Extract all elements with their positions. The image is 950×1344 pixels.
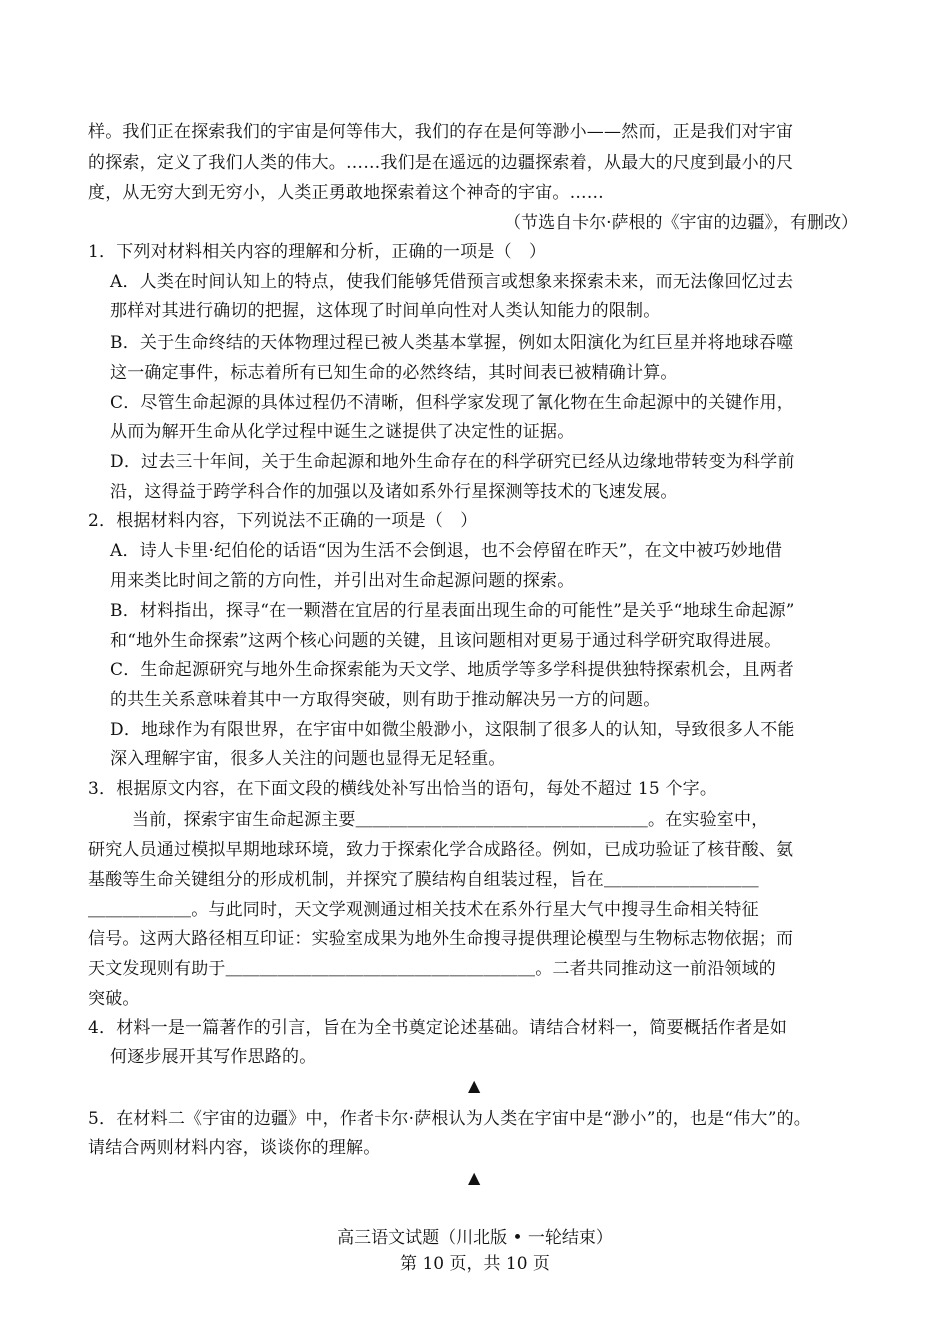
answer-marker: ▲ xyxy=(468,1076,481,1095)
intro-line: 度，从无穷大到无穷小，人类正勇敢地探索着这个神奇的宇宙。…… xyxy=(88,183,604,203)
question-3-stem: 3．根据原文内容，在下面文段的横线处补写出恰当的语句，每处不超过 15 个字。 xyxy=(88,779,718,799)
q1-option-a: A．人类在时间认知上的特点，使我们能够凭借预言或想象来探索未来，而无法像回忆过去 xyxy=(110,272,794,292)
intro-line: 的探索，定义了我们人类的伟大。……我们是在遥远的边疆探索着，从最大的尺度到最小的尺 xyxy=(88,153,794,173)
question-5-stem-cont: 请结合两则材料内容，谈谈你的理解。 xyxy=(88,1138,381,1158)
question-5-stem: 5．在材料二《宇宙的边疆》中，作者卡尔·萨根认为人类在宇宙中是“渺小”的，也是“伟大”的。 xyxy=(88,1109,811,1129)
footer-title: 高三语文试题（川北版 • 一轮结束） xyxy=(337,1228,613,1248)
q2-option-c: C．生命起源研究与地外生命探索能为天文学、地质学等多学科提供独特探索机会，且两者 xyxy=(110,660,795,680)
question-2-stem: 2．根据材料内容，下列说法不正确的一项是（ ） xyxy=(88,511,478,531)
source-citation: （节选自卡尔·萨根的《宇宙的边疆》，有删改） xyxy=(504,213,858,233)
q1-option-a-cont: 那样对其进行确切的把握，这体现了时间单向性对人类认知能力的限制。 xyxy=(110,301,661,321)
answer-marker: ▲ xyxy=(468,1168,481,1187)
q3-paragraph-line: 研究人员通过模拟早期地球环境，致力于探索化学合成路径。例如，已成功验证了核苷酸、氨 xyxy=(88,840,794,860)
q3-paragraph-line: 当前，探索宇宙生命起源主要＿＿＿＿＿＿＿＿＿＿＿＿＿＿＿＿＿。在实验室中， xyxy=(132,810,769,830)
q1-option-c: C．尽管生命起源的具体过程仍不清晰，但科学家发现了氰化物在生命起源中的关键作用， xyxy=(110,393,795,413)
q2-option-d: D．地球作为有限世界，在宇宙中如微尘般渺小，这限制了很多人的认知，导致很多人不能 xyxy=(110,720,795,740)
question-1-stem: 1．下列对材料相关内容的理解和分析，正确的一项是（ ） xyxy=(88,242,547,262)
q3-paragraph-line: 天文发现则有助于＿＿＿＿＿＿＿＿＿＿＿＿＿＿＿＿＿＿。二者共同推动这一前沿领域的 xyxy=(88,959,776,979)
q3-paragraph-line: ＿＿＿＿＿＿。与此同时，天文学观测通过相关技术在系外行星大气中搜寻生命相关特征 xyxy=(88,900,759,920)
q2-option-c-cont: 的共生关系意味着其中一方取得突破，则有助于推动解决另一方的问题。 xyxy=(110,690,661,710)
q1-option-d: D．过去三十年间，关于生命起源和地外生命存在的科学研究已经从边缘地带转变为科学前 xyxy=(110,452,795,472)
q3-paragraph-line: 突破。 xyxy=(88,989,140,1009)
q2-option-a-cont: 用来类比时间之箭的方向性，并引出对生命起源问题的探索。 xyxy=(110,571,575,591)
q1-option-d-cont: 沿，这得益于跨学科合作的加强以及诸如系外行星探测等技术的飞速发展。 xyxy=(110,482,678,502)
intro-line: 样。我们正在探索我们的宇宙是何等伟大，我们的存在是何等渺小——然而，正是我们对宇宙 xyxy=(88,122,794,142)
q2-option-d-cont: 深入理解宇宙，很多人关注的问题也显得无足轻重。 xyxy=(110,749,506,769)
q1-option-b-cont: 这一确定事件，标志着所有已知生命的必然终结，其时间表已被精确计算。 xyxy=(110,363,678,383)
question-4-stem: 4．材料一是一篇著作的引言，旨在为全书奠定论述基础。请结合材料一，简要概括作者是如 xyxy=(88,1018,788,1038)
question-4-stem-cont: 何逐步展开其写作思路的。 xyxy=(110,1047,317,1067)
q2-option-a: A．诗人卡里·纪伯伦的话语“因为生活不会倒退，也不会停留在昨天”，在文中被巧妙地借 xyxy=(110,541,783,561)
q2-option-b: B．材料指出，探寻“在一颗潜在宜居的行星表面出现生命的可能性”是关乎“地球生命起源” xyxy=(110,601,795,621)
q2-option-b-cont: 和“地外生命探索”这两个核心问题的关键，且该问题相对更易于通过科学研究取得进展。 xyxy=(110,631,782,651)
q1-option-b: B．关于生命终结的天体物理过程已被人类基本掌握，例如太阳演化为红巨星并将地球吞噬 xyxy=(110,333,794,353)
q3-paragraph-line: 信号。这两大路径相互印证：实验室成果为地外生命搜寻提供理论模型与生物标志物依据；而 xyxy=(88,929,794,949)
page-number: 第 10 页，共 10 页 xyxy=(400,1254,550,1274)
q3-paragraph-line: 基酸等生命关键组分的形成机制，并探究了膜结构自组装过程，旨在＿＿＿＿＿＿＿＿＿ xyxy=(88,870,759,890)
q1-option-c-cont: 从而为解开生命从化学过程中诞生之谜提供了决定性的证据。 xyxy=(110,422,575,442)
